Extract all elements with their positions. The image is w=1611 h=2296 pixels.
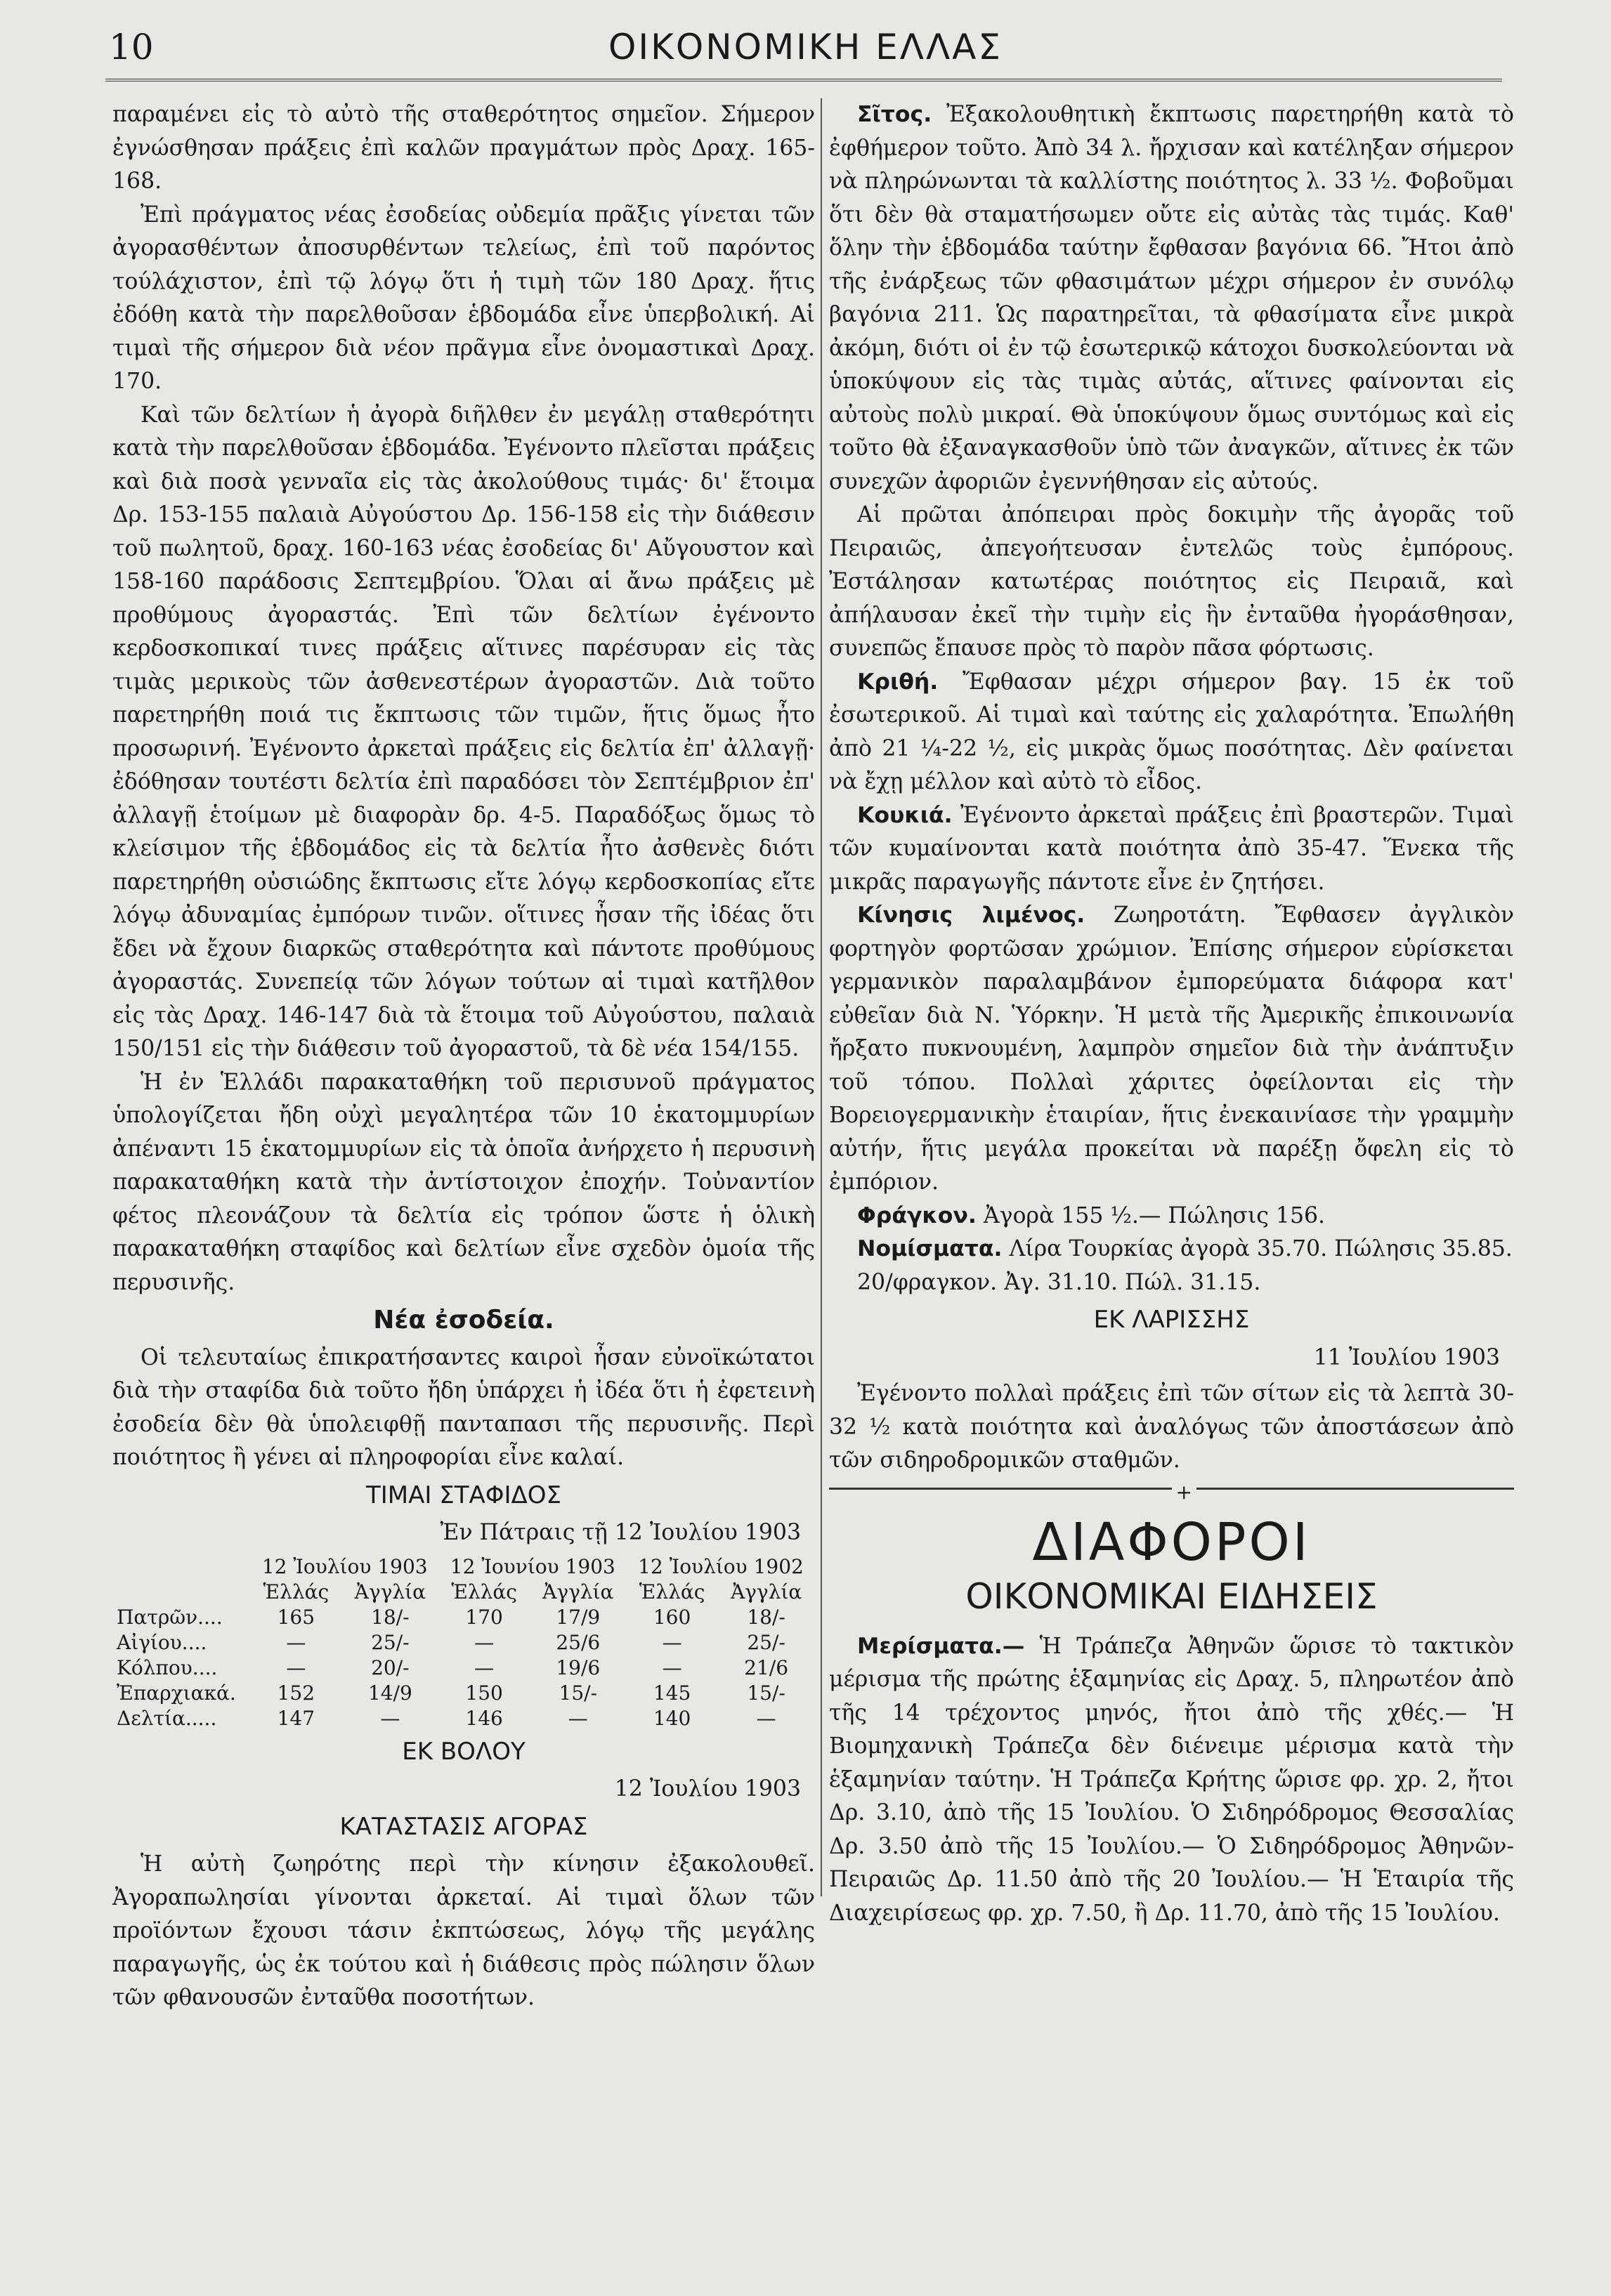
cell: — — [568, 1706, 588, 1730]
column-header: Ἀγγλία — [730, 1580, 802, 1603]
lead-term: Κίνησις λιμένος. — [857, 903, 1085, 928]
paragraph-text: Ἔφθασαν μέχρι σήμερον βαγ. 15 ἐκ τοῦ ἐσωτερικοῦ. Αἱ τιμαὶ καὶ ταύτης εἰς χαλαρότητα. Ἐπωλήθη ἀπὸ 21 ¼-22 ½, εἰς μικρὰς ὅμως ποσότητας. Δὲν φαίνεται νὰ ἔχῃ μέλλον καὶ αὐτὸ τὸ εἶδος. — [829, 669, 1514, 794]
paragraph-koukia — [829, 799, 1514, 900]
paragraph: Ἡ αὐτὴ ζωηρότης περὶ τὴν κίνησιν ἐξακολουθεῖ. Ἀγοραπωλησίαι γίνονται ἀρκεταί. Αἱ τιμαὶ ὅλων τῶν προϊόντων ἔχουσι τάσιν ἐκπτώσεως, λόγῳ τῆς μεγάλης παραγωγῆς, ὡς ἐκ τούτου καὶ ἡ διάθεσις πρὸς πώλησιν ὅλων τῶν φθανουσῶν ἐνταῦθα ποσοτήτων. — [112, 1851, 815, 2010]
dateline: 11 Ἰουλίου 1903 — [1313, 1344, 1500, 1370]
cell: 25/6 — [556, 1630, 601, 1654]
cell: — — [286, 1630, 306, 1654]
table-row — [112, 1681, 815, 1706]
cell: 15/- — [559, 1681, 598, 1705]
section-divider — [829, 1480, 1514, 1504]
right-column — [829, 98, 1514, 1930]
paragraph-merisma — [829, 1630, 1514, 1931]
paragraph-kinisis — [829, 899, 1514, 1200]
paragraph-text: Ἀγορὰ 155 ½.— Πώλησις 156. — [983, 1202, 1326, 1228]
cell: 150 — [465, 1681, 503, 1705]
cell: 25/- — [747, 1630, 785, 1654]
paragraph: Ἐπὶ πράγματος νέας ἐσοδείας οὐδεμία πρᾶξις γίνεται τῶν ἀγορασθέντων ἀποσυρθέντων τελείως, ἐπὶ τοῦ παρόντος τούλάχιστον, ἐπὶ τῷ λόγῳ ὅτι ἡ τιμὴ τῶν 180 Δραχ. ἥτις ἐδόθη κατὰ τὴν παρελθοῦσαν ἑβδομάδα εἶνε ὑπερβολική. Αἱ τιμαὶ τῆς σήμερον διὰ νέον πρᾶγμα εἶνε ὀνομαστικαὶ Δραχ. 170. — [112, 202, 815, 394]
cell: 19/6 — [556, 1655, 601, 1679]
cell: 170 — [465, 1605, 503, 1629]
paragraph: Ἐγένοντο πολλαὶ πράξεις ἐπὶ τῶν σίτων εἰς τὰ λεπτὰ 30-32 ½ κατὰ ποιότητα καὶ ἀναλόγως τῶν ἀποστάσεων ἀπὸ τῶν σιδηροδρομικῶν σταθμῶν. — [829, 1381, 1514, 1473]
lead-term: Κουκιά. — [857, 802, 953, 828]
row-label: Κόλπου.... — [117, 1655, 218, 1679]
table-date: 12 Ἰουλίου 1902 — [638, 1554, 804, 1578]
table-row — [112, 1630, 815, 1655]
header-rule — [105, 79, 1502, 86]
cell: 18/- — [371, 1605, 410, 1629]
cell: — — [662, 1630, 682, 1654]
lead-term: Κριθή. — [857, 669, 939, 695]
lead-term: Νομίσματα. — [857, 1236, 1003, 1261]
section-title: ΔΙΑΦΟΡΟΙ — [1032, 1511, 1311, 1573]
cell: 15/- — [747, 1681, 785, 1705]
table-date-row — [112, 1554, 815, 1580]
table-title: ΤΙΜΑΙ ΣΤΑΦΙΔΟΣ — [365, 1481, 562, 1509]
cell: 145 — [653, 1681, 691, 1705]
cell: — — [662, 1655, 682, 1679]
paragraph-text: Ζωηροτάτη. Ἔφθασεν ἀγγλικὸν φορτηγὸν φορτῶσαν χρώμιον. Ἐπίσης σήμερον εὑρίσκεται γερμανικὸν παραλαμβάνον ἐμπορεύματα διάφορα κατ' εὐθεῖαν διὰ Ν. Ὑόρκην. Ἡ μετὰ τῆς Ἀμερικῆς ἐπικοινωνία ἤρξατο πυκνουμένη, λαμπρὸν σημεῖον διὰ τὴν ἀνάπτυξιν τοῦ τόπου. Πολλαὶ χάριτες ὀφείλονται εἰς τὴν Βορειογερμανικὴν ἑταιρίαν, ἥτις ἐνεκαινίασε τὴν γραμμὴν αὐτήν, ἥτις μεγάλα προκείται νὰ παρέξῃ ὄφελη εἰς τὸ ἐμπόριον. — [829, 903, 1515, 1195]
left-column — [112, 98, 815, 2015]
cell: 152 — [277, 1681, 315, 1705]
paragraph-text: Ἐξακολουθητικὴ ἔκπτωσις παρετηρήθη κατὰ τὸ ἐφθήμερον τοῦτο. Ἀπὸ 34 λ. ἤρχισαν καὶ κατέληξαν σήμερον νὰ πληρώνωνται τὰ καλλίστης ποιότητος λ. 33 ½. Φοβοῦμαι ὅτι δὲν θὰ σταματήσωμεν οὔτε εἰς αὐτὰς τὰς τιμάς. Καθ' ὅλην τὴν ἑβδομάδα ταύτην ἔφθασαν βαγόνια 66. Ἤτοι ἀπὸ τῆς ἐνάρξεως τῶν φθασιμάτων μέχρι σήμερον ἐν συνόλῳ βαγόνια 211. Ὡς παρατηρεῖται, τὰ φθασίματα εἶνε μικρὰ ἀκόμη, διότι οἱ ἐν τῷ ἐσωτερικῷ κάτοχοι δυσκολεύονται νὰ ὑποκύψουν εἰς τὰς τιμὰς αὐτάς, αἵτινες φαίνονται εἰς αὐτοὺς πολὺ μικραί. Θὰ ὑποκύψουν ὅμως συντόμως καὶ εἰς τοῦτο θὰ ἐξαναγκασθοῦν ὑπὸ τῶν ἀναγκῶν, αἵτινες ἐκ τῶν συνεχῶν ἀφοριῶν ἐγεννήθησαν εἰς αὐτούς. — [829, 102, 1514, 494]
table-row — [112, 1605, 815, 1630]
page-title: ΟΙΚΟΝΟΜΙΚΗ ΕΛΛΑΣ — [608, 27, 1003, 67]
cell: — — [756, 1706, 776, 1730]
column-header: Ἀγγλία — [542, 1580, 614, 1603]
cell: 140 — [653, 1706, 691, 1730]
cell: 146 — [465, 1706, 503, 1730]
page-number: 10 — [109, 27, 154, 67]
cell: 25/- — [371, 1630, 410, 1654]
paragraph-text: Λίρα Τουρκίας ἀγορὰ 35.70. Πώλησις 35.85. — [1009, 1236, 1513, 1261]
row-label: Δελτία..... — [117, 1706, 217, 1730]
raisin-price-table — [112, 1554, 815, 1731]
cell: 14/9 — [367, 1681, 412, 1705]
cell: 17/9 — [556, 1605, 601, 1629]
paragraph-text: Ἐγένοντο ἀρκεταὶ πράξεις ἐπὶ βραστερῶν. Τιμαὶ τῶν κυμαίνονται κατὰ ποιότητα ἀπὸ 35-47. Ἕνεκα τῆς μικρᾶς παραγωγῆς πάντοτε εἶνε ἐν ζητήσει. — [829, 802, 1514, 895]
paragraph: παραμένει εἰς τὸ αὐτὸ τῆς σταθερότητος σημεῖον. Σήμερον ἐγνώσθησαν πράξεις ἐπὶ καλῶν πραγμάτων πρὸς Δραχ. 165-168. — [112, 102, 815, 194]
row-label: Πατρῶν.... — [117, 1605, 223, 1629]
column-header: Ἑλλάς — [451, 1580, 517, 1603]
divider-mark: + — [1172, 1476, 1196, 1509]
table-header-row — [112, 1580, 815, 1605]
row-label: Αἰγίου.... — [117, 1630, 207, 1654]
section-heading-market: ΚΑΤΑΣΤΑΣΙΣ ΑΓΟΡΑΣ — [339, 1812, 588, 1841]
paragraph: Καὶ τῶν δελτίων ἡ ἀγορὰ διῆλθεν ἐν μεγάλῃ σταθερότητι κατὰ τὴν παρελθοῦσαν ἑβδομάδα. Ἐγένοντο πλεῖσται πράξεις καὶ διὰ ποσὰ γενναῖα εἰς τὰς ἀκολούθους τιμάς· δι' ἕτοιμα Δρ. 153-155 παλαιὰ Αὐγούστου Δρ. 156-158 εἰς τὴν διάθεσιν τοῦ πωλητοῦ, δραχ. 160-163 νέας ἐσοδείας δι' Αὔγουστον καὶ 158-160 παράδοσις Σεπτεμβρίου. Ὅλαι αἱ ἄνω πράξεις μὲ προθύμους ἀγοραστάς. Ἐπὶ τῶν δελτίων ἐγένοντο κερδοσκοπικαί τινες πράξεις αἵτινες παρέσυραν εἰς τὰς τιμὰς μερικοὺς τῶν ἀσθενεστέρων ἀγοραστῶν. Διὰ τοῦτο παρετηρήθη ποιά τις ἔκπτωσις τῶν τιμῶν, ἥτις ὅμως ἦτο προσωρινή. Ἐγένοντο ἀρκεταὶ πράξεις εἰς δελτία ἐπ' ἀλλαγῇ· ἐδόθησαν τουτέστι δελτία ἐπὶ παραδόσει τὸν Σεπτέμβριον ἐπ' ἀλλαγῇ ἑτοίμων μὲ διαφορὰν δρ. 4-5. Παραδόξως ὅμως τὸ κλείσιμον τῆς ἑβδομάδος εἰς τὰ δελτία ἦτο ἀσθενὲς διότι παρετηρήθη οὐσιώδης ἔκπτωσις εἴτε λόγῳ κερδοσκοπίας εἴτε λόγῳ ἀδυναμίας ἐμπόρων τινῶν. οἵτινες ἦσαν τῆς ἰδέας ὅτι ἔδει νὰ ἔχουν διαρκῶς σταθερότητα καὶ πάντοτε προθύμους ἀγοραστάς. Συνεπείᾳ τῶν λόγων τούτων αἱ τιμαὶ κατῆλθον εἰς τὰς Δραχ. 146-147 διὰ τὰ ἕτοιμα τοῦ Αὐγούστου, παλαιὰ 150/151 εἰς τὴν διάθεσιν τοῦ ἀγοραστοῦ, τὰ δὲ νέα 154/155. — [112, 402, 815, 1061]
lead-term: Φράγκον. — [857, 1202, 977, 1228]
table-date: 12 Ἰουνίου 1903 — [450, 1554, 615, 1578]
column-divider — [821, 98, 822, 1896]
table-place-date: Ἐν Πάτραις τῇ 12 Ἰουλίου 1903 — [440, 1520, 801, 1545]
paragraph: Οἱ τελευταίως ἐπικρατήσαντες καιροὶ ἦσαν εὐνοϊκώτατοι διὰ τὴν σταφίδα διὰ τοῦτο ἤδη ὑπάρχει ἡ ἰδέα ὅτι ἡ ἐφετεινὴ ἐσοδεία δὲν θὰ ὑπολειφθῇ πανταπασι τῆς περυσινῆς. Περὶ ποιότητος ἢ γένει αἱ πληροφορίαι εἶνε καλαί. — [112, 1344, 815, 1470]
table-row — [112, 1655, 815, 1681]
paragraph-text: Ἡ Τράπεζα Ἀθηνῶν ὥρισε τὸ τακτικὸν μέρισμα τῆς πρώτης ἑξαμηνίας εἰς Δραχ. 5, πληρωτέον ἀπὸ τῆς 14 τρέχοντος μηνός, ἤτοι ἀπὸ τῆς χθές.— Ἡ Βιομηχανικὴ Τράπεζα δὲν διένειμε μέρισμα κατὰ τὴν ἑξαμηνίαν ταύτην. Ἡ Τράπεζα Κρήτης ὥρισε φρ. χρ. 2, ἤτοι Δρ. 3.10, ἀπὸ τῆς 15 Ἰουλίου. Ὁ Σιδηρόδρομος Θεσσαλίας Δρ. 3.50 ἀπὸ τῆς 15 Ἰουλίου.— Ὁ Σιδηρόδρομος Ἀθηνῶν-Πειραιῶς Δρ. 11.50 ἀπὸ τῆς 20 Ἰουλίου.— Ἡ Ἑταιρία τῆς Διαχειρίσεως φρ. χρ. 7.50, ἢ Δρ. 11.70, ἀπὸ τῆς 15 Ἰουλίου. — [829, 1633, 1514, 1926]
paragraph-fragkon — [829, 1200, 1514, 1233]
column-header: Ἑλλάς — [263, 1580, 330, 1603]
paragraph: Αἱ πρῶται ἀπόπειραι πρὸς δοκιμὴν τῆς ἀγορᾶς τοῦ Πειραιῶς, ἀπεγοήτευσαν ἐντελῶς τοὺς ἐμπόρους. Ἐστάλησαν κατωτέρας ποιότητος εἰς Πειραιᾶ, καὶ ἀπήλαυσαν ἐκεῖ τὴν τιμὴν εἰς ἣν ἐνταῦθα ἠγοράσθησαν, συνεπῶς ἔπαυσε πρὸς τὸ παρὸν πᾶσα φόρτωσις. — [829, 502, 1514, 661]
cell: — — [380, 1706, 400, 1730]
section-heading: Νέα ἐσοδεία. — [373, 1306, 554, 1334]
section-heading-larissa: ΕΚ ΛΑΡΙΣΣΗΣ — [1093, 1306, 1250, 1334]
lead-term: Μερίσματα.— — [857, 1633, 1025, 1659]
cell: 21/6 — [744, 1655, 789, 1679]
dateline: 12 Ἰουλίου 1903 — [614, 1776, 801, 1802]
cell: — — [286, 1655, 306, 1679]
cell: 160 — [653, 1605, 691, 1629]
column-header: Ἀγγλία — [354, 1580, 426, 1603]
table-date: 12 Ἰουλίου 1903 — [261, 1554, 428, 1578]
cell: 165 — [277, 1605, 315, 1629]
paragraph-krithi — [829, 666, 1514, 799]
cell: 20/- — [371, 1655, 410, 1679]
paragraph: Ἡ ἐν Ἑλλάδι παρακαταθήκη τοῦ περισυνοῦ πράγματος ὑπολογίζεται ἤδη οὐχὶ μεγαλητέρα τῶν 10 ἑκατομμυρίων ἀπέναντι 15 ἑκατομμυρίων εἰς τὰ ὁποῖα ἀνήρχετο ἡ περυσινὴ παρακαταθήκη κατὰ τὴν ἀντίστοιχον ἐποχήν. Τοὐναντίον φέτος πλεονάζουν τὰ δελτία εἰς τρόπον ὥστε ἡ ὁλικὴ παρακαταθήκη σταφίδος καὶ δελτίων εἶνε σχεδὸν ὁμοία τῆς περυσινῆς. — [112, 1069, 815, 1295]
table-row — [112, 1706, 815, 1731]
lead-term: Σῖτος. — [857, 102, 932, 127]
paragraph: 20/φραγκον. Ἀγ. 31.10. Πώλ. 31.15. — [857, 1269, 1261, 1295]
column-header: Ἑλλάς — [639, 1580, 705, 1603]
section-heading-volos: ΕΚ ΒΟΛΟΥ — [402, 1737, 526, 1766]
cell: 147 — [277, 1706, 315, 1730]
cell: 18/- — [747, 1605, 785, 1629]
section-subtitle: ΟΙΚΟΝΟΜΙΚΑΙ ΕΙΔΗΣΕΙΣ — [965, 1575, 1378, 1617]
paragraph-nomismata — [829, 1233, 1514, 1266]
cell: — — [474, 1655, 495, 1679]
cell: — — [474, 1630, 495, 1654]
row-label: Ἐπαρχιακά. — [117, 1681, 236, 1705]
paragraph-sitos — [829, 98, 1514, 499]
